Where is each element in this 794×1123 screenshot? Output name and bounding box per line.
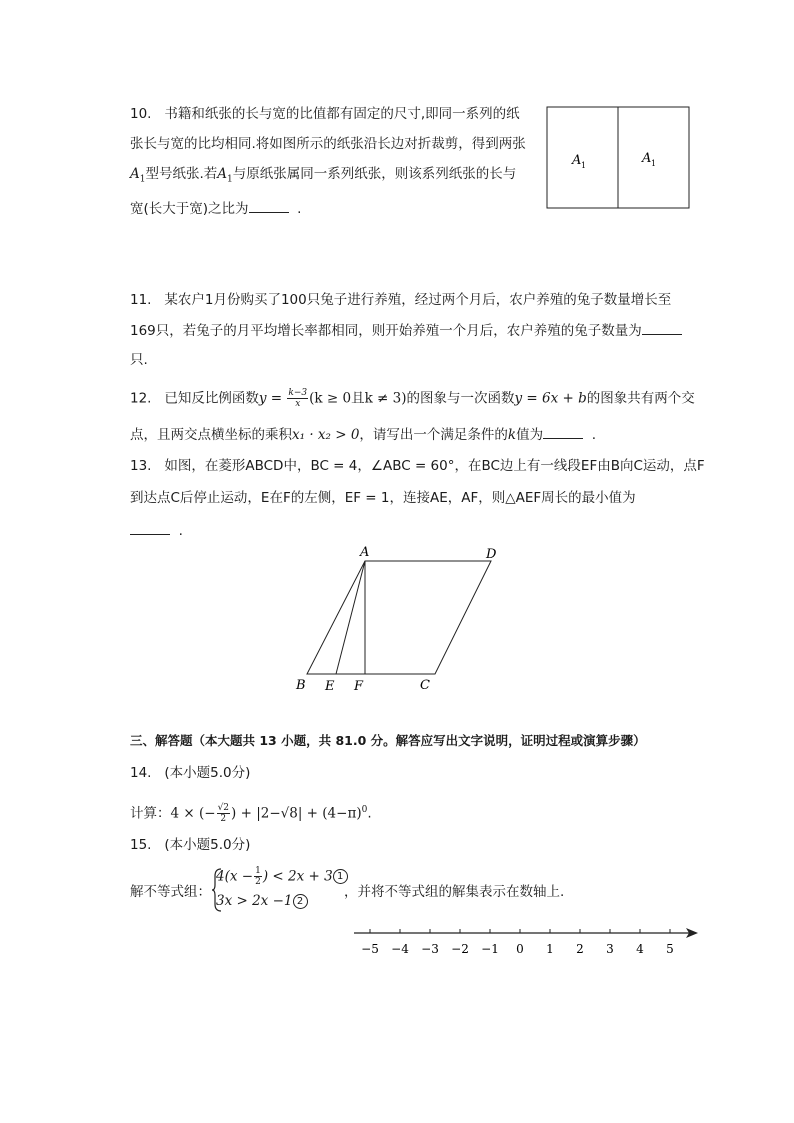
label-a1-left: A — [572, 153, 582, 168]
q14-header: 14. (本小题5.0分) — [130, 765, 251, 781]
q12-line-2: 点，且两交点横坐标的乘积x₁ · x₂ > 0，请写出一个满足条件的k值为 . — [130, 424, 596, 445]
q12-line-1: 12. 已知反比例函数y = $\frac{k-3}{x}$ (k ≥ 0且k ≠ 3)的图象与一次函数y = 6x + b的图象共有两个交 — [130, 388, 695, 409]
tick-label: 5 — [666, 942, 674, 956]
label-a: A — [360, 545, 370, 560]
tick-label: 2 — [576, 942, 584, 956]
tick-label: 0 — [516, 942, 524, 956]
q10-line-3: $A_1$型号纸张.若$A_1$与原纸张属同一系列纸张，则该系列纸张的长与 — [130, 166, 517, 185]
label-d: D — [486, 547, 497, 562]
q14-number: 14. — [130, 765, 152, 781]
label-a1-left-sub: 1 — [581, 161, 587, 170]
q13-line-3: . — [130, 520, 183, 541]
q11-line-1: 11. 某农户1月份购买了100只兔子进行养殖，经过两个月后，农户养殖的兔子数量增长至 — [130, 292, 672, 308]
tick-label: −1 — [481, 942, 499, 956]
fraction: $\frac{√2}{2}$ — [217, 803, 230, 824]
fraction: $\frac{1}{2}$ — [255, 866, 261, 887]
tick-label: −2 — [451, 942, 469, 956]
label-b: B — [296, 678, 306, 693]
segment-ae — [336, 561, 365, 674]
q15-prefix: 解不等式组： — [130, 884, 211, 900]
q15-header: 15. (本小题5.0分) — [130, 837, 251, 853]
tick-label: 1 — [546, 942, 554, 956]
number-line[interactable] — [340, 918, 710, 962]
tick-label: −5 — [361, 942, 379, 956]
q10-line-2: 张长与宽的比均相同.将如图所示的纸张沿长边对折裁剪，得到两张 — [130, 136, 526, 152]
inequality-1: 4(x − $\frac{1}{2}$ ) < 2x + 3 1 — [216, 866, 348, 887]
q15-number: 15. — [130, 837, 152, 853]
q13-number: 13. — [130, 458, 152, 474]
fraction: $\frac{k-3}{x}$ — [288, 388, 308, 409]
answer-blank[interactable] — [249, 198, 289, 213]
tick-label: 4 — [636, 942, 644, 956]
label-f: F — [354, 679, 364, 694]
label-c: C — [420, 678, 430, 693]
label-a1-right-sub: 1 — [651, 159, 657, 168]
answer-blank[interactable] — [642, 320, 682, 335]
tick-label: −3 — [421, 942, 439, 956]
label-a1-right: A — [642, 151, 652, 166]
q12-number: 12. — [130, 390, 152, 407]
q10-paper-figure — [546, 106, 692, 210]
answer-blank[interactable] — [130, 520, 170, 535]
tick-label: −4 — [391, 942, 409, 956]
q11-number: 11. — [130, 292, 152, 308]
q13-rhombus-figure — [290, 540, 510, 696]
q13-line-2: 到达点C后停止运动，E在F的左侧，EF = 1，连接AE，AF，则△AEF周长的最小值为 — [130, 490, 636, 506]
q13-line-1: 13. 如图，在菱形ABCD中，BC = 4，∠ABC = 60°，在BC边上有一线段EF由B向C运动，点F — [130, 458, 705, 474]
label-e: E — [325, 679, 335, 694]
q11-line-3: 只. — [130, 352, 148, 368]
tick-label: 3 — [606, 942, 614, 956]
q10-number: 10. — [130, 106, 152, 122]
answer-blank[interactable] — [543, 424, 583, 439]
q10-line-4: 宽(长大于宽)之比为 . — [130, 198, 301, 219]
rhombus-abcd — [307, 561, 491, 674]
q15-suffix: ，并将不等式组的解集表示在数轴上. — [344, 884, 565, 900]
q10-line-1: 10. 书籍和纸张的长与宽的比值都有固定的尺寸,即同一系列的纸 — [130, 106, 520, 122]
q14-expression: 计算：4 × (− $\frac{√2}{2}$ ) + $|2-√8| + (4-\pi)^0$. — [130, 803, 372, 824]
section-3-heading: 三、解答题（本大题共 13 小题，共 81.0 分。解答应写出文字说明，证明过程或演算步骤） — [130, 733, 646, 748]
q11-line-2: 169只，若兔子的月平均增长率都相同，则开始养殖一个月后，农户养殖的兔子数量为 — [130, 320, 682, 341]
inequality-2: 3x > 2x −1 2 — [216, 891, 308, 911]
